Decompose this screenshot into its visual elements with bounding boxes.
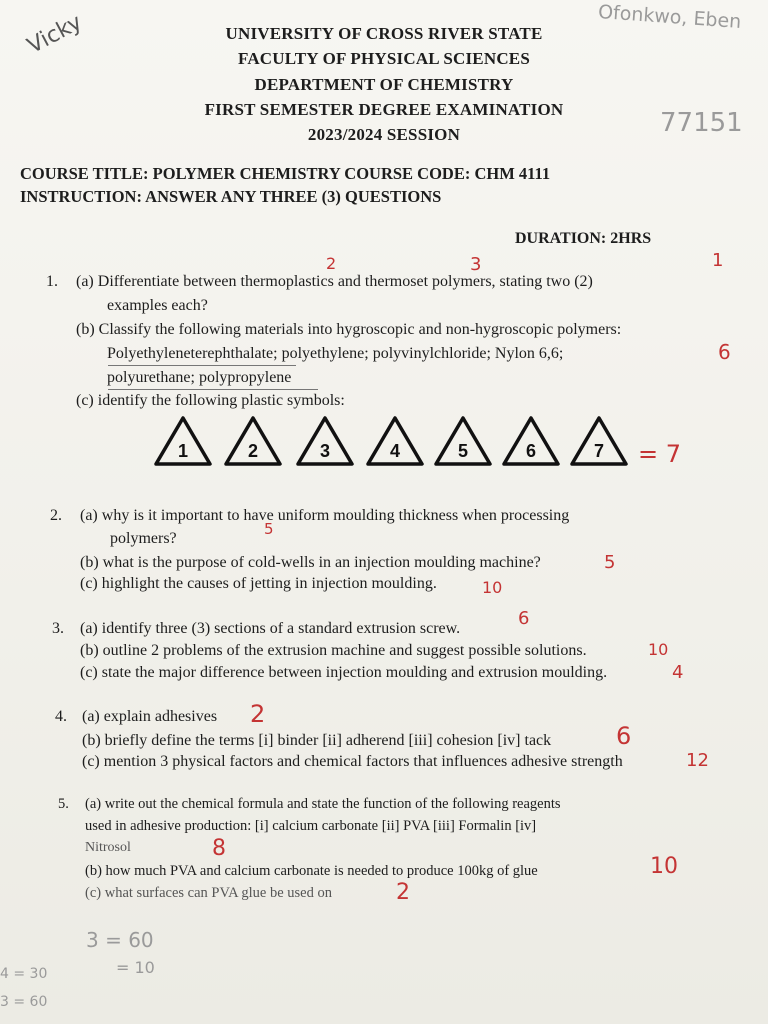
- plastic-symbol-number: 3: [319, 441, 331, 461]
- q2c-line: (c) highlight the causes of jetting in injection moulding.: [80, 575, 437, 592]
- handwritten-bottom-1: 4 = 30: [0, 966, 48, 982]
- mark-q2b: 5: [604, 552, 616, 573]
- q5c-line: (c) what surfaces can PVA glue be used on: [85, 885, 332, 901]
- q2a-line2: polymers?: [110, 530, 177, 547]
- q1a-line1: (a) Differentiate between thermoplastics and thermoset polymers, stating two (2): [76, 273, 593, 290]
- mark-q4b: 6: [616, 722, 632, 750]
- mark-q5c: 2: [396, 880, 410, 905]
- plastic-symbol-2: [220, 412, 286, 474]
- mark-q1b: 6: [718, 340, 731, 364]
- handwritten-student-number: 77151: [660, 108, 743, 138]
- mark-q3a: 6: [518, 608, 530, 629]
- exam-title: FIRST SEMESTER DEGREE EXAMINATION: [204, 100, 564, 119]
- university-name: UNIVERSITY OF CROSS RIVER STATE: [225, 24, 543, 43]
- course-line: COURSE TITLE: POLYMER CHEMISTRY COURSE CODE: CHM 4111: [20, 164, 551, 183]
- q3a-line: (a) identify three (3) sections of a standard extrusion screw.: [80, 620, 461, 637]
- plastic-symbol-7: [566, 412, 632, 474]
- plastic-symbol-1: [150, 412, 216, 474]
- mark-q1a-2: 3: [470, 254, 482, 275]
- plastic-symbol-number: 6: [525, 441, 537, 461]
- q1-number: 1.: [46, 273, 58, 290]
- pencil-underline: [108, 365, 296, 366]
- q2b-line: (b) what is the purpose of cold-wells in an injection moulding machine?: [80, 554, 541, 571]
- duration: DURATION: 2HRS: [515, 230, 652, 247]
- q2a-line1: (a) why is it important to have uniform moulding thickness when processing: [80, 507, 570, 524]
- faculty-name: FACULTY OF PHYSICAL SCIENCES: [238, 49, 530, 68]
- plastic-symbol-number: 5: [457, 441, 469, 461]
- mark-q2a: 5: [264, 520, 274, 538]
- pencil-underline: [108, 389, 318, 390]
- q5b-line: (b) how much PVA and calcium carbonate is needed to produce 100kg of glue: [85, 863, 538, 879]
- q1b-line1: (b) Classify the following materials into hygroscopic and non-hygroscopic polymers:: [76, 321, 622, 338]
- instruction: INSTRUCTION: ANSWER ANY THREE (3) QUESTIONS: [20, 187, 442, 206]
- plastic-symbol-number: 4: [389, 441, 401, 461]
- plastic-symbol-number: 2: [247, 441, 259, 461]
- mark-q4c: 12: [686, 750, 709, 771]
- mark-q1c: = 7: [638, 440, 682, 468]
- q5a-line2: used in adhesive production: [i] calcium carbonate [ii] PVA [iii] Formalin [iv]: [85, 818, 537, 834]
- mark-q3b: 10: [648, 640, 669, 659]
- q4a-line: (a) explain adhesives: [82, 708, 218, 725]
- handwritten-student-name: Ofonkwo, Eben: [597, 1, 742, 33]
- plastic-symbol-3: [292, 412, 358, 474]
- q1c-line: (c) identify the following plastic symbols:: [76, 392, 345, 409]
- q1b-line3: polyurethane; polypropylene: [107, 369, 292, 386]
- q3b-line: (b) outline 2 problems of the extrusion machine and suggest possible solutions.: [80, 642, 587, 659]
- plastic-symbol-number: 7: [593, 441, 605, 461]
- q3c-line: (c) state the major difference between injection moulding and extrusion moulding.: [80, 664, 608, 681]
- mark-q4a: 2: [250, 700, 266, 728]
- q3-number: 3.: [52, 620, 64, 637]
- mark-q1a-total: 1: [712, 250, 724, 271]
- q1b-line2: Polyethyleneterephthalate; polyethylene; polyvinylchloride; Nylon 6,6;: [107, 345, 564, 362]
- q5a-line1: (a) write out the chemical formula and state the function of the following reagents: [85, 796, 561, 812]
- q5-number: 5.: [58, 796, 69, 812]
- plastic-symbol-6: [498, 412, 564, 474]
- handwritten-sum-1: 3 = 60: [86, 928, 154, 952]
- q5a-line3: Nitrosol: [85, 840, 131, 855]
- mark-q5b: 10: [650, 854, 678, 879]
- mark-q5a: 8: [212, 836, 226, 861]
- q1a-line2: examples each?: [107, 297, 208, 314]
- plastic-symbol-number: 1: [177, 441, 189, 461]
- department-name: DEPARTMENT OF CHEMISTRY: [254, 75, 514, 94]
- mark-q2c: 10: [482, 578, 503, 597]
- handwritten-name: Vicky: [23, 9, 87, 60]
- handwritten-sum-2: = 10: [116, 958, 155, 977]
- q4-number: 4.: [55, 708, 67, 725]
- mark-q1a-1: 2: [326, 254, 337, 273]
- plastic-symbol-4: [362, 412, 428, 474]
- q4b-line: (b) briefly define the terms [i] binder [ii] adherend [iii] cohesion [iv] tack: [82, 732, 552, 749]
- handwritten-bottom-2: 3 = 60: [0, 994, 48, 1010]
- session: 2023/2024 SESSION: [307, 125, 461, 144]
- plastic-symbol-5: [430, 412, 496, 474]
- mark-q3c: 4: [672, 662, 684, 683]
- q2-number: 2.: [50, 507, 62, 524]
- q4c-line: (c) mention 3 physical factors and chemical factors that influences adhesive strength: [82, 753, 623, 770]
